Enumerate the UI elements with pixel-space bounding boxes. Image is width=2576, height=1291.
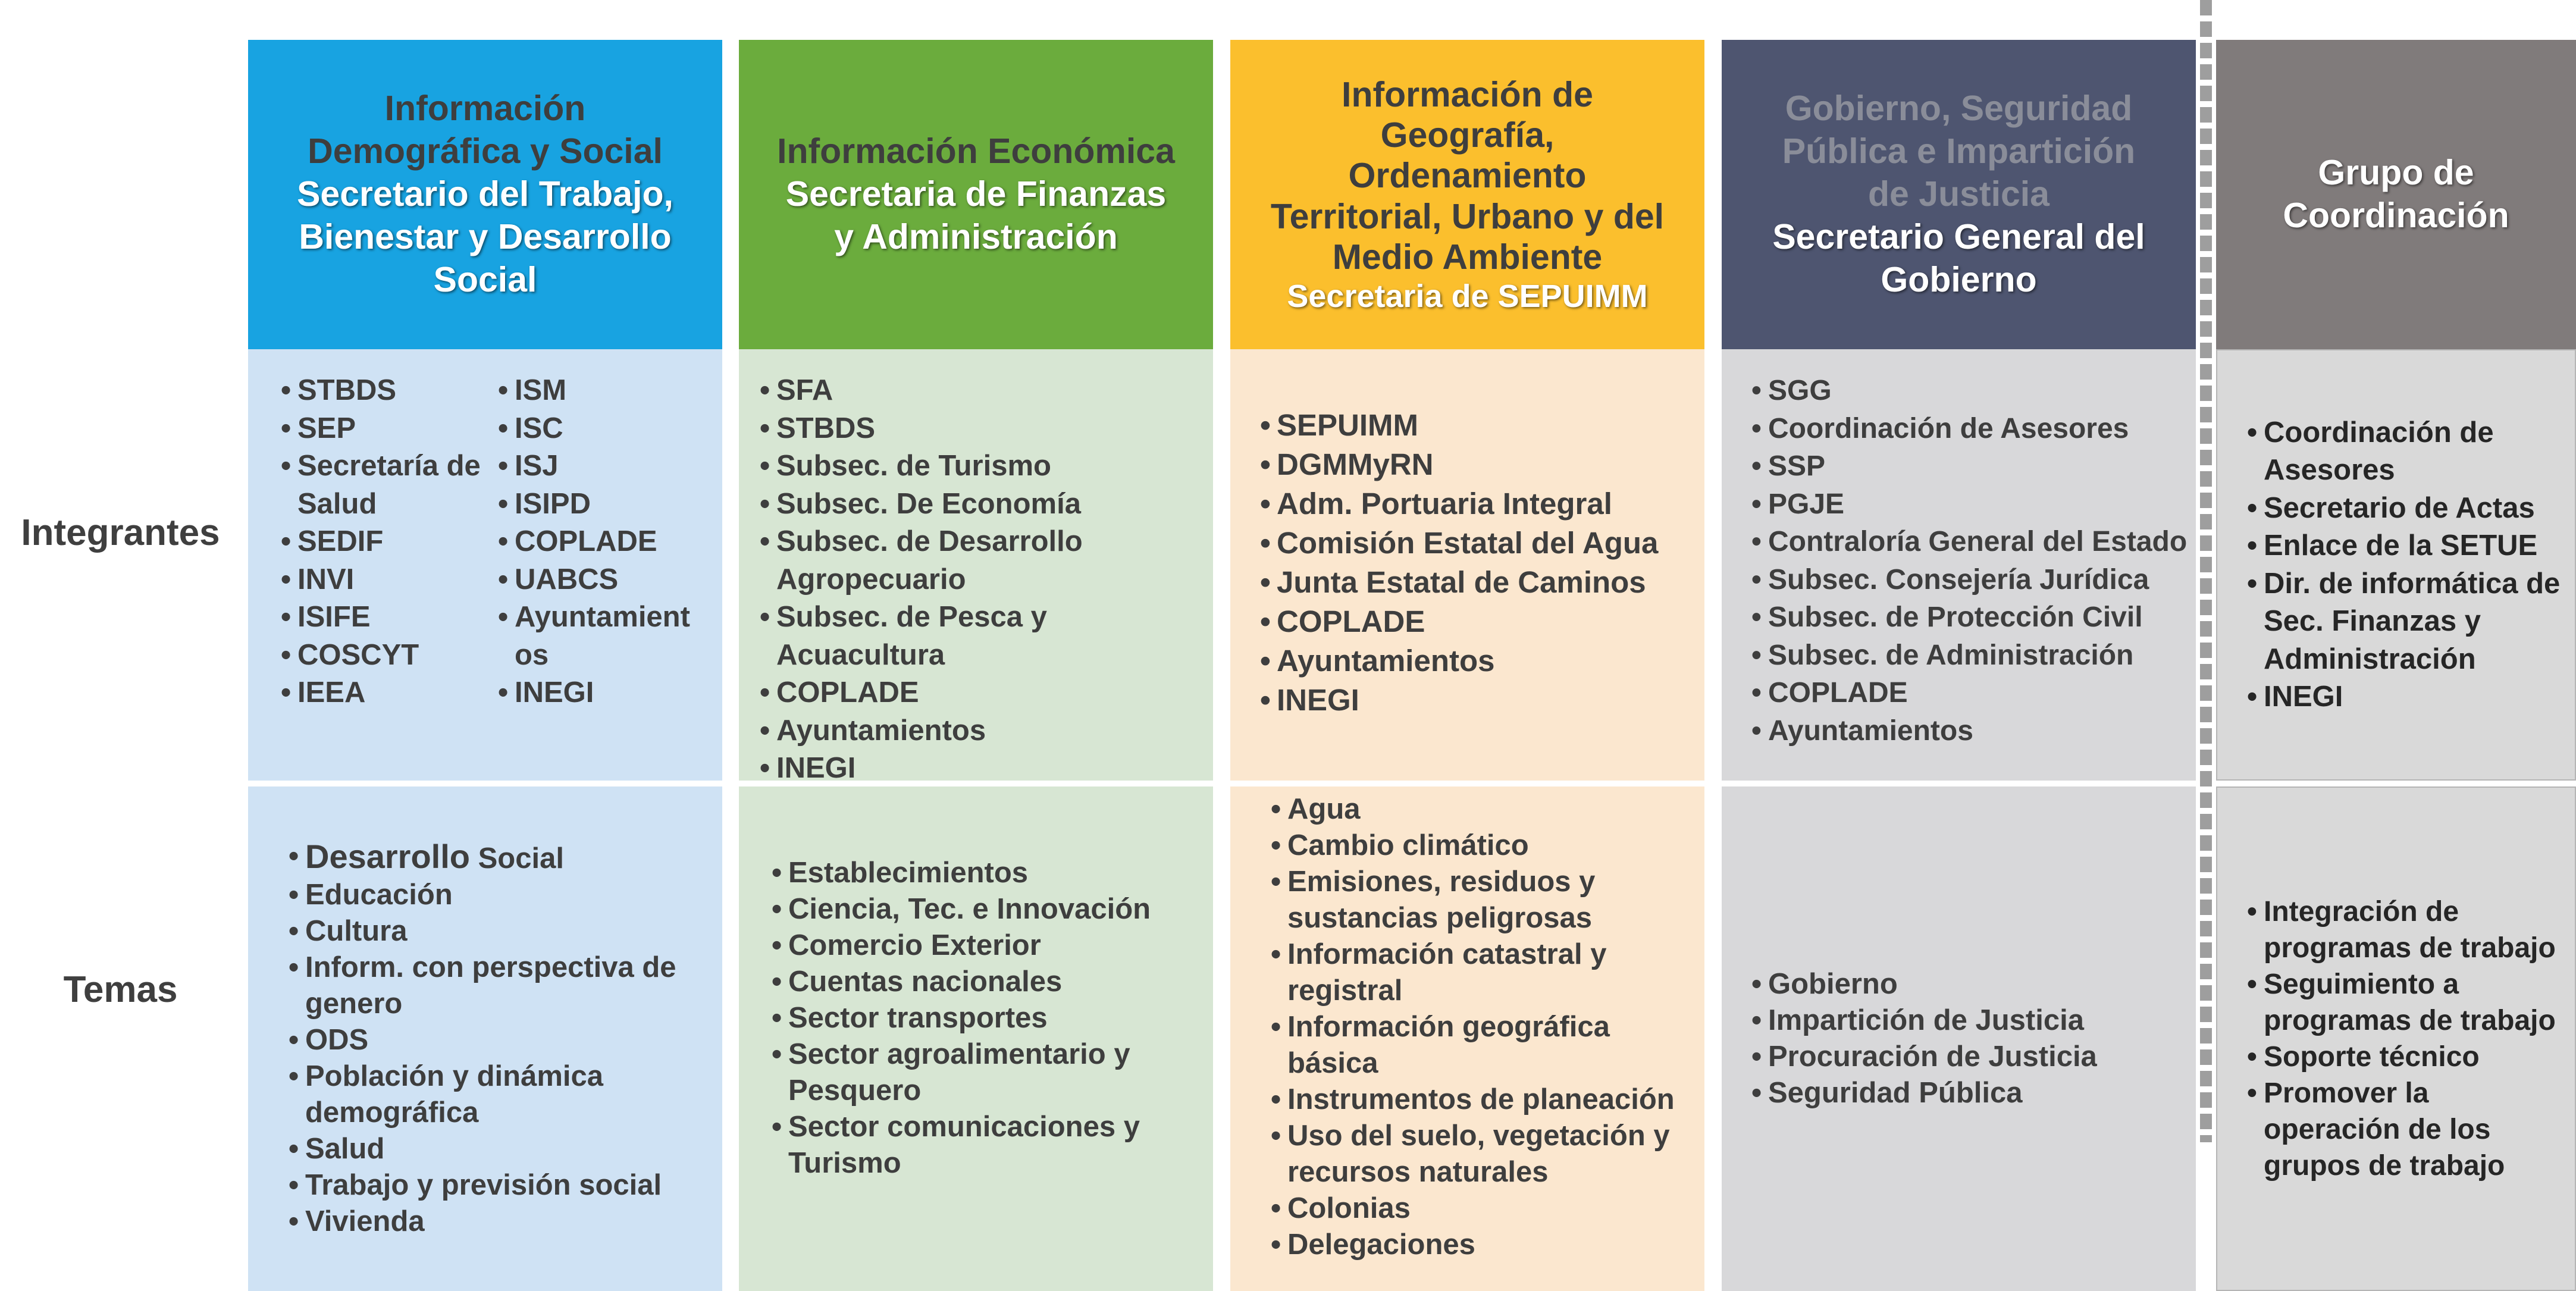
list-item: • SFA bbox=[760, 372, 1201, 410]
list-item: • Inform. con perspectiva de genero bbox=[289, 950, 710, 1022]
header-subtitle-line: Grupo de bbox=[2318, 153, 2474, 193]
list-item: • Subsec. de Protección Civil bbox=[1751, 599, 2190, 637]
list-item: • Ayuntamientos bbox=[1751, 712, 2190, 750]
list-item: • Procuración de Justicia bbox=[1751, 1039, 2184, 1075]
members-list bbox=[2247, 414, 2569, 716]
list-item: • Colonias bbox=[1271, 1190, 1693, 1227]
header-subtitle-line: y Administración bbox=[834, 217, 1118, 256]
topics-panel bbox=[248, 786, 722, 1291]
list-item: • Promover la operación de los grupos de trabajo bbox=[2247, 1075, 2569, 1184]
header-subtitle-line: Secretario del Trabajo, bbox=[297, 174, 673, 214]
list-item: • Secretario de Actas bbox=[2247, 490, 2569, 528]
list-item: • Educación bbox=[289, 877, 710, 913]
header-title-line: Medio Ambiente bbox=[1332, 237, 1603, 277]
list-item: • Vivienda bbox=[289, 1204, 710, 1240]
column-gobierno bbox=[1722, 40, 2196, 1291]
topics-list bbox=[2247, 894, 2569, 1184]
members-list-left bbox=[281, 372, 486, 712]
column-demografica-social bbox=[248, 40, 722, 1291]
list-item: • PGJE bbox=[1751, 485, 2190, 524]
list-item: • STBDS bbox=[760, 410, 1201, 448]
list-item: • Subsec. de Administración bbox=[1751, 637, 2190, 675]
list-item: • Coordinación de Asesores bbox=[2247, 414, 2569, 490]
members-list-right bbox=[498, 372, 706, 712]
header-title-line: de Justicia bbox=[1868, 174, 2049, 214]
column-header bbox=[2216, 40, 2576, 349]
list-item: • SGG bbox=[1751, 372, 2190, 410]
list-item: • Subsec. Consejería Jurídica bbox=[1751, 561, 2190, 599]
header-subtitle-line: Secretaria de Finanzas bbox=[785, 174, 1167, 214]
list-item: • Ayuntamientos bbox=[760, 712, 1201, 750]
header-subtitle-line: Social bbox=[433, 259, 537, 299]
list-item: • Subsec. de Desarrollo Agropecuario bbox=[760, 523, 1201, 599]
header-subtitle-line: Secretaria de SEPUIMM bbox=[1287, 278, 1648, 314]
list-item: • Uso del suelo, vegetación y recursos naturales bbox=[1271, 1118, 1693, 1190]
list-item: • Comisión Estatal del Agua bbox=[1260, 524, 1698, 563]
header-title-line: Ordenamiento bbox=[1348, 156, 1587, 196]
header-title-line: Información Económica bbox=[777, 131, 1175, 171]
members-panel bbox=[739, 349, 1213, 784]
list-item: • Impartición de Justicia bbox=[1751, 1002, 2184, 1039]
column-header bbox=[739, 40, 1213, 349]
list-item: • Cambio climático bbox=[1271, 828, 1693, 864]
list-item: • Establecimientos bbox=[772, 855, 1201, 891]
list-item: • Instrumentos de planeación bbox=[1271, 1082, 1693, 1118]
row-label-temas: Temas bbox=[63, 969, 178, 1010]
list-item: • Enlace de la SETUE bbox=[2247, 527, 2569, 565]
list-item: • COPLADE bbox=[1751, 674, 2190, 712]
header-title-line: Información bbox=[384, 89, 586, 129]
column-header bbox=[1722, 40, 2196, 349]
list-item: • Sector transportes bbox=[772, 1000, 1201, 1036]
topics-list bbox=[1271, 791, 1693, 1263]
topics-panel bbox=[1230, 786, 1704, 1291]
topics-list bbox=[289, 838, 710, 1240]
list-item: • INEGI bbox=[2247, 678, 2569, 716]
list-item: • Seguridad Pública bbox=[1751, 1075, 2184, 1111]
members-panel bbox=[1722, 349, 2196, 781]
list-item: • DGMMyRN bbox=[1260, 445, 1698, 484]
list-item: • Cultura bbox=[289, 913, 710, 950]
members-panel bbox=[1230, 349, 1704, 781]
topics-panel bbox=[1722, 786, 2196, 1291]
list-item: • Secretaría de Salud bbox=[281, 447, 486, 523]
list-item: • Subsec. de Turismo bbox=[760, 447, 1201, 485]
list-item: • Junta Estatal de Caminos bbox=[1260, 563, 1698, 602]
list-item: • COPLADE bbox=[760, 674, 1201, 712]
column-geografia bbox=[1230, 40, 1704, 1291]
column-economica bbox=[739, 40, 1213, 1291]
list-item: • SEPUIMM bbox=[1260, 406, 1698, 445]
list-item: • Cuentas nacionales bbox=[772, 964, 1201, 1000]
list-item: • INEGI bbox=[498, 674, 706, 712]
list-item: • Subsec. de Pesca y Acuacultura bbox=[760, 599, 1201, 674]
list-item: • Comercio Exterior bbox=[772, 927, 1201, 964]
topics-list bbox=[1751, 966, 2184, 1111]
list-item: • Agua bbox=[1271, 791, 1693, 828]
list-item: • ISM bbox=[498, 372, 706, 410]
header-subtitle-line: Bienestar y Desarrollo bbox=[299, 217, 672, 256]
list-item: • Ayuntamientos bbox=[498, 599, 706, 674]
members-list bbox=[1751, 372, 2190, 750]
list-item: • COPLADE bbox=[1260, 602, 1698, 641]
members-list bbox=[760, 372, 1201, 788]
dashed-divider bbox=[2200, 0, 2212, 1142]
header-title-line: Pública e Impartición bbox=[1782, 131, 2136, 171]
list-item: • Información geográfica básica bbox=[1271, 1009, 1693, 1082]
members-list bbox=[1260, 406, 1698, 720]
list-item: • Salud bbox=[289, 1131, 710, 1167]
members-panel bbox=[248, 349, 722, 781]
header-title-line: Geografía, bbox=[1380, 115, 1555, 155]
row-label-integrantes: Integrantes bbox=[21, 512, 220, 553]
list-item: • SEP bbox=[281, 410, 486, 448]
list-item: • Emisiones, residuos y sustancias peligrosas bbox=[1271, 864, 1693, 936]
column-header bbox=[248, 40, 722, 349]
column-header bbox=[1230, 40, 1704, 349]
list-item: • Contraloría General del Estado bbox=[1751, 523, 2190, 561]
header-title-line: Gobierno, Seguridad bbox=[1785, 89, 2133, 129]
list-item: • UABCS bbox=[498, 561, 706, 599]
header-subtitle-line: Secretario General del bbox=[1772, 217, 2145, 256]
column-grupo-coordinacion bbox=[2216, 40, 2576, 1291]
list-item: • Ciencia, Tec. e Innovación bbox=[772, 891, 1201, 927]
list-item: • INEGI bbox=[1260, 681, 1698, 720]
list-item: • INEGI bbox=[760, 750, 1201, 788]
members-panel bbox=[2216, 349, 2576, 781]
list-item: • SEDIF bbox=[281, 523, 486, 561]
list-item: • STBDS bbox=[281, 372, 486, 410]
header-title-line: Demográfica y Social bbox=[308, 131, 663, 171]
list-item: • ISIFE bbox=[281, 599, 486, 637]
list-item: • Población y dinámica demográfica bbox=[289, 1058, 710, 1131]
list-item: • Seguimiento a programas de trabajo bbox=[2247, 966, 2569, 1039]
list-item: • Sector agroalimentario y Pesquero bbox=[772, 1036, 1201, 1109]
list-item: • Ayuntamientos bbox=[1260, 641, 1698, 681]
topic-first-word: Desarrollo bbox=[305, 837, 470, 875]
list-item: • IEEA bbox=[281, 674, 486, 712]
list-item: • Trabajo y previsión social bbox=[289, 1167, 710, 1204]
topics-list bbox=[772, 855, 1201, 1182]
header-subtitle-line: Gobierno bbox=[1881, 259, 2037, 299]
list-item: • INVI bbox=[281, 561, 486, 599]
list-item: • SSP bbox=[1751, 447, 2190, 485]
list-item: • COPLADE bbox=[498, 523, 706, 561]
list-item: • Delegaciones bbox=[1271, 1227, 1693, 1263]
list-item: • Gobierno bbox=[1751, 966, 2184, 1002]
list-item: • ISIPD bbox=[498, 485, 706, 524]
header-subtitle-line: Coordinación bbox=[2283, 196, 2509, 235]
header-title-line: Territorial, Urbano y del bbox=[1270, 196, 1665, 236]
header-title-line: Información de bbox=[1342, 74, 1593, 114]
list-item bbox=[289, 838, 710, 877]
topics-panel bbox=[2216, 786, 2576, 1291]
list-item: • Adm. Portuaria Integral bbox=[1260, 484, 1698, 524]
list-item: • ISC bbox=[498, 410, 706, 448]
topics-panel bbox=[739, 786, 1213, 1291]
list-item: • COSCYT bbox=[281, 637, 486, 675]
list-item: • ODS bbox=[289, 1022, 710, 1058]
list-item: • Dir. de informática de Sec. Finanzas y Administración bbox=[2247, 565, 2569, 679]
topic-first-word-small: Social bbox=[478, 842, 564, 875]
list-item: • Información catastral y registral bbox=[1271, 936, 1693, 1009]
list-item: • Coordinación de Asesores bbox=[1751, 410, 2190, 448]
list-item: • ISJ bbox=[498, 447, 706, 485]
list-item: • Integración de programas de trabajo bbox=[2247, 894, 2569, 966]
list-item: • Subsec. De Economía bbox=[760, 485, 1201, 524]
list-item: • Soporte técnico bbox=[2247, 1039, 2569, 1075]
list-item: • Sector comunicaciones y Turismo bbox=[772, 1109, 1201, 1182]
